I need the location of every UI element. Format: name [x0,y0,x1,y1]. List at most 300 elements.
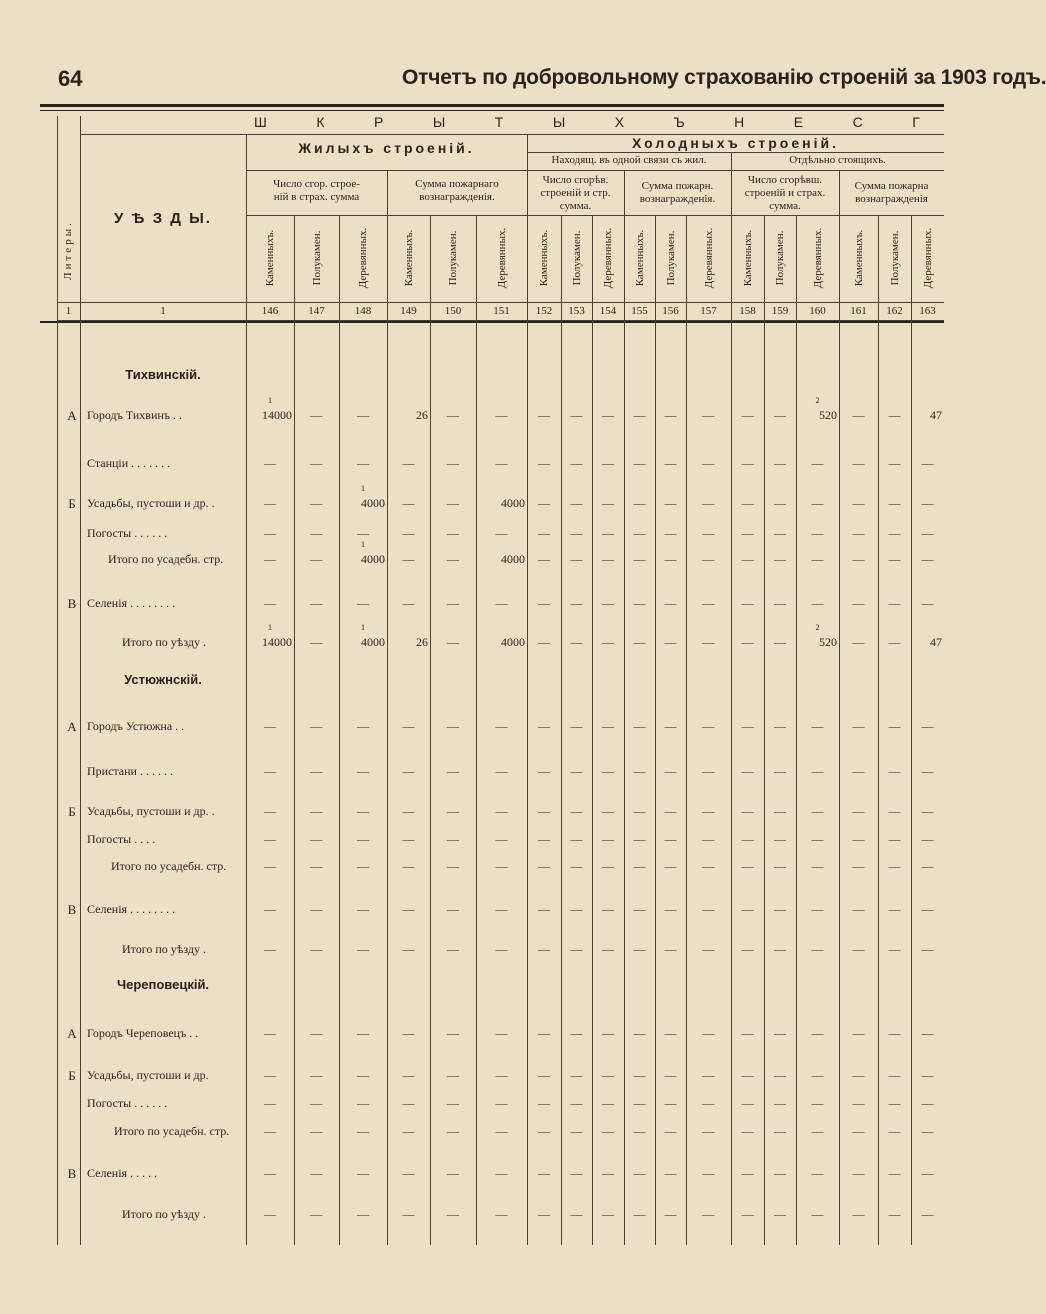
district-name: Устюжнскій. [124,672,202,687]
district-name: Череповецкій. [116,977,210,992]
dash-mark: — [633,719,646,733]
dash-mark: — [664,804,677,818]
dash-mark: — [811,552,824,566]
dash-mark: — [774,408,786,422]
dash-mark: — [495,1207,508,1221]
dash-mark: — [633,496,646,510]
dash-mark: — [852,942,865,956]
column-line [387,170,388,1245]
dash-mark: — [633,408,646,422]
dash-mark: — [447,496,459,510]
dash-mark: — [921,1166,934,1180]
table-cell-value: 14000 [262,408,292,422]
dash-mark: — [633,942,646,956]
row-label: Усадьбы, пустоши и др. . [87,496,215,510]
dash-mark: — [602,832,614,846]
dash-mark: — [538,1096,550,1110]
material-label: Деревянных. [702,227,715,289]
dash-mark: — [774,496,786,510]
dash-mark: — [921,859,934,873]
dash-mark: — [538,832,550,846]
row-label: Городъ Устюжна . . [87,719,185,733]
chislo-holod2-header: Число сгорѣвш. [747,174,823,186]
dash-mark: — [357,1124,369,1138]
dash-mark: — [447,859,459,873]
dash-mark: — [602,1068,614,1082]
skryty-letter: Е [793,114,804,130]
dash-mark: — [811,804,824,818]
column-number: 146 [261,305,279,317]
table-cell-superscript: 2 [815,623,820,632]
dash-mark: — [852,764,865,778]
dash-mark: — [921,1026,934,1040]
dash-mark: — [633,859,646,873]
dash-mark: — [811,526,824,540]
dash-mark: — [852,804,865,818]
dash-mark: — [447,1124,459,1138]
dash-mark: — [633,804,646,818]
column-number: 158 [739,305,756,317]
dash-mark: — [921,1207,934,1221]
dash-mark: — [357,596,369,610]
dash-mark: — [357,1068,369,1082]
dash-mark: — [495,859,508,873]
dash-mark: — [538,1068,550,1082]
dash-mark: — [664,526,677,540]
row-label: Итого по усадебн. стр. [111,859,227,873]
otdelno-header: Отдѣльно стоящихъ. [789,154,886,166]
dash-mark: — [402,1207,415,1221]
table-cell-superscript: 1 [361,484,365,493]
dash-mark: — [264,1068,276,1082]
dash-mark: — [402,1068,415,1082]
dash-mark: — [633,832,646,846]
dash-mark: — [664,635,677,649]
dash-mark: — [357,1207,369,1221]
dash-mark: — [774,832,786,846]
row-litera: В [67,1166,77,1181]
dash-mark: — [811,1166,824,1180]
column-number: 151 [493,305,510,317]
dash-mark: — [921,456,934,470]
dash-mark: — [664,942,677,956]
dash-mark: — [702,764,715,778]
row-label: Селенія . . . . . . . . [87,596,176,610]
dash-mark: — [811,1124,824,1138]
dash-mark: — [921,596,934,610]
dash-mark: — [357,804,369,818]
dash-mark: — [602,859,614,873]
dash-mark: — [402,526,415,540]
running-head: Отчетъ по добровольному страхованію строеній за 1903 годъ. [402,66,1046,89]
dash-mark: — [402,552,415,566]
chislo-holod1-header: Число сгорѣв. [542,174,609,186]
row-label: Итого по уѣзду . [122,635,206,649]
header-bottom-rule [40,321,944,323]
dash-mark: — [357,832,369,846]
dash-mark: — [741,1207,754,1221]
row-label: Погосты . . . . . . [87,526,168,540]
dash-mark: — [664,1207,677,1221]
table-cell-value: 520 [819,408,837,422]
summa-holod2-header: вознагражденія [855,193,928,205]
dash-mark: — [811,764,824,778]
dash-mark: — [447,832,459,846]
dash-mark: — [495,1124,508,1138]
dash-mark: — [447,1207,459,1221]
dash-mark: — [495,902,508,916]
dash-mark: — [538,902,550,916]
dash-mark: — [852,832,865,846]
dash-mark: — [538,1026,550,1040]
dash-mark: — [447,1096,459,1110]
material-label: Каменныхъ. [741,229,754,287]
dash-mark: — [888,1124,901,1138]
row-litera: В [67,902,77,917]
dash-mark: — [602,1166,614,1180]
dash-mark: — [447,456,459,470]
dash-mark: — [852,526,865,540]
dash-mark: — [570,804,583,818]
dash-mark: — [538,719,550,733]
dash-mark: — [570,408,583,422]
dash-mark: — [538,804,550,818]
dash-mark: — [495,408,508,422]
dash-mark: — [888,1068,901,1082]
dash-mark: — [570,1068,583,1082]
column-number: 157 [700,305,717,317]
dash-mark: — [402,1026,415,1040]
dash-mark: — [310,1124,323,1138]
chislo-zhilyh-header: Число сгор. строе- [273,178,360,190]
dash-mark: — [774,1166,786,1180]
row-label: Погосты . . . . . . [87,1096,168,1110]
dash-mark: — [811,719,824,733]
dash-mark: — [741,1026,754,1040]
dash-mark: — [888,596,901,610]
dash-mark: — [888,526,901,540]
dash-mark: — [602,719,614,733]
dash-mark: — [664,496,677,510]
dash-mark: — [402,496,415,510]
dash-mark: — [570,1166,583,1180]
dash-mark: — [774,552,786,566]
dash-mark: — [570,1124,583,1138]
dash-mark: — [664,1166,677,1180]
dash-mark: — [774,804,786,818]
dash-mark: — [357,1096,369,1110]
dash-mark: — [921,942,934,956]
dash-mark: — [570,859,583,873]
dash-mark: — [633,1207,646,1221]
material-label: Полукамен. [888,230,901,286]
row-label: Итого по усадебн. стр. [114,1124,230,1138]
dash-mark: — [888,804,901,818]
dash-mark: — [921,526,934,540]
material-label: Каменныхъ. [264,229,276,287]
dash-mark: — [741,596,754,610]
dash-mark: — [811,832,824,846]
table-cell-value: 4000 [501,552,525,566]
dash-mark: — [602,552,614,566]
material-label: Каменныхъ. [402,229,415,287]
dash-mark: — [570,526,583,540]
dash-mark: — [602,635,614,649]
dash-mark: — [357,1026,369,1040]
dash-mark: — [702,496,715,510]
column-number: 1 [65,305,72,317]
dash-mark: — [888,719,901,733]
column-number: 159 [771,305,789,317]
dash-mark: — [264,902,276,916]
dash-mark: — [495,1096,508,1110]
dash-mark: — [702,804,715,818]
dash-mark: — [310,552,323,566]
dash-mark: — [921,804,934,818]
dash-mark: — [264,764,276,778]
row-label: Погосты . . . . [87,832,156,846]
dash-mark: — [852,859,865,873]
dash-mark: — [852,496,865,510]
district-name: Тихвинскій. [125,367,201,382]
dash-mark: — [852,902,865,916]
skryty-letter: Х [614,114,625,130]
dash-mark: — [888,1166,901,1180]
dash-mark: — [264,526,276,540]
dash-mark: — [447,719,459,733]
dash-mark: — [602,1026,614,1040]
dash-mark: — [852,1207,865,1221]
row-label: Усадьбы, пустоши и др. [87,1068,209,1082]
row-litera: А [67,1026,77,1041]
row-label: Городъ Тихвинъ . . [87,408,183,422]
dash-mark: — [811,942,824,956]
dash-mark: — [852,456,865,470]
dash-mark: — [702,832,715,846]
column-number: 155 [631,305,648,317]
dash-mark: — [741,832,754,846]
dash-mark: — [633,526,646,540]
dash-mark: — [811,1096,824,1110]
dash-mark: — [402,456,415,470]
dash-mark: — [264,804,276,818]
dash-mark: — [570,456,583,470]
summa-holod2-header: Сумма пожарна [854,180,929,192]
dash-mark: — [357,764,369,778]
dash-mark: — [741,804,754,818]
dash-mark: — [888,902,901,916]
dash-mark: — [570,635,583,649]
skryty-letter: Ъ [673,114,685,130]
dash-mark: — [402,942,415,956]
litera-header: Литеры. [62,220,74,280]
dash-mark: — [310,526,323,540]
dash-mark: — [921,764,934,778]
chislo-holod1-header: строеній и стр. [540,187,611,199]
holodnyh-header: Холодныхъ строеній. [632,135,839,151]
skryty-letter: Ы [432,114,446,130]
dash-mark: — [852,1166,865,1180]
dash-mark: — [811,596,824,610]
dash-mark: — [852,1026,865,1040]
column-number: 147 [308,305,325,317]
dash-mark: — [633,1068,646,1082]
dash-mark: — [602,1096,614,1110]
dash-mark: — [921,902,934,916]
dash-mark: — [264,859,276,873]
dash-mark: — [888,1096,901,1110]
dash-mark: — [357,526,369,540]
dash-mark: — [310,902,323,916]
dash-mark: — [888,552,901,566]
dash-mark: — [664,552,677,566]
row-label: Итого по уѣзду . [122,942,206,956]
dash-mark: — [402,804,415,818]
dash-mark: — [633,1026,646,1040]
dash-mark: — [538,764,550,778]
dash-mark: — [495,1068,508,1082]
dash-mark: — [402,1124,415,1138]
dash-mark: — [538,408,550,422]
skryty-header-letters [240,114,944,130]
dash-mark: — [664,1096,677,1110]
column-number: 152 [535,305,553,317]
dash-mark: — [774,1124,786,1138]
dash-mark: — [402,1096,415,1110]
dash-mark: — [702,1026,715,1040]
dash-mark: — [538,596,550,610]
dash-mark: — [495,526,508,540]
dash-mark: — [538,1207,550,1221]
material-label: Полукамен. [447,230,459,286]
column-number: 149 [400,305,417,317]
row-label: Итого по уѣзду . [122,1207,206,1221]
dash-mark: — [702,456,715,470]
dash-mark: — [741,635,754,649]
material-label: Деревянных. [811,227,824,289]
dash-mark: — [264,596,276,610]
dash-mark: — [774,859,786,873]
dash-mark: — [888,1026,901,1040]
dash-mark: — [538,859,550,873]
dash-mark: — [702,552,715,566]
dash-mark: — [357,902,369,916]
dash-mark: — [495,942,508,956]
dash-mark: — [602,764,614,778]
skryty-letter: Т [494,114,504,130]
dash-mark: — [811,496,824,510]
material-label: Каменныхъ. [633,229,646,287]
column-number: 154 [599,305,617,317]
dash-mark: — [570,1207,583,1221]
dash-mark: — [741,764,754,778]
row-label: Усадьбы, пустоши и др. . [87,804,215,818]
top-rule [40,104,944,107]
zhilyh-header: Жилыхъ строеній. [298,140,475,156]
dash-mark: — [664,408,677,422]
dash-mark: — [774,719,786,733]
dash-mark: — [310,859,323,873]
dash-mark: — [264,1207,276,1221]
dash-mark: — [702,526,715,540]
dash-mark: — [357,456,369,470]
dash-mark: — [602,526,614,540]
table-cell-value: 4000 [361,496,385,510]
summa-holod1-header: вознагражденія. [639,193,716,205]
dash-mark: — [602,804,614,818]
table-cell-value: 4000 [361,552,385,566]
dash-mark: — [495,764,508,778]
dash-mark: — [447,526,459,540]
dash-mark: — [664,1026,677,1040]
dash-mark: — [741,456,754,470]
material-label: Полукамен. [664,230,677,286]
dash-mark: — [702,1166,715,1180]
page-number: 64 [58,66,83,91]
dash-mark: — [264,1166,276,1180]
dash-mark: — [447,408,459,422]
row-label: Пристани . . . . . . [87,764,173,778]
dash-mark: — [774,942,786,956]
dash-mark: — [664,596,677,610]
dash-mark: — [264,942,276,956]
dash-mark: — [888,408,901,422]
dash-mark: — [888,635,901,649]
dash-mark: — [570,552,583,566]
dash-mark: — [633,552,646,566]
summa-zhilyh-header: Сумма пожарнаго [415,178,499,190]
material-label: Каменныхъ. [852,229,865,287]
column-number: 163 [919,305,936,317]
dash-mark: — [310,804,323,818]
dash-mark: — [633,1166,646,1180]
dash-mark: — [921,1124,934,1138]
dash-mark: — [264,496,276,510]
dash-mark: — [264,719,276,733]
skryty-letter: С [852,114,863,130]
dash-mark: — [664,902,677,916]
dash-mark: — [357,408,369,422]
dash-mark: — [495,832,508,846]
dash-mark: — [602,456,614,470]
column-number: 162 [886,305,903,317]
dash-mark: — [774,764,786,778]
dash-mark: — [310,1207,323,1221]
dash-mark: — [633,596,646,610]
dash-mark: — [921,1068,934,1082]
row-litera: А [67,719,77,734]
dash-mark: — [538,496,550,510]
dash-mark: — [702,408,715,422]
dash-mark: — [774,456,786,470]
row-label: Городъ Череповецъ . . [87,1026,199,1040]
dash-mark: — [495,1166,508,1180]
material-label: Деревянных. [495,227,508,289]
row-label: Станціи . . . . . . . [87,456,171,470]
table-cell-value: 4000 [361,635,385,649]
dash-mark: — [264,1096,276,1110]
dash-mark: — [702,942,715,956]
dash-mark: — [402,719,415,733]
dash-mark: — [310,764,323,778]
dash-mark: — [602,596,614,610]
material-label: Деревянных. [357,227,369,289]
dash-mark: — [741,1068,754,1082]
dash-mark: — [633,764,646,778]
dash-mark: — [495,1026,508,1040]
dash-mark: — [495,456,508,470]
dash-mark: — [310,456,323,470]
